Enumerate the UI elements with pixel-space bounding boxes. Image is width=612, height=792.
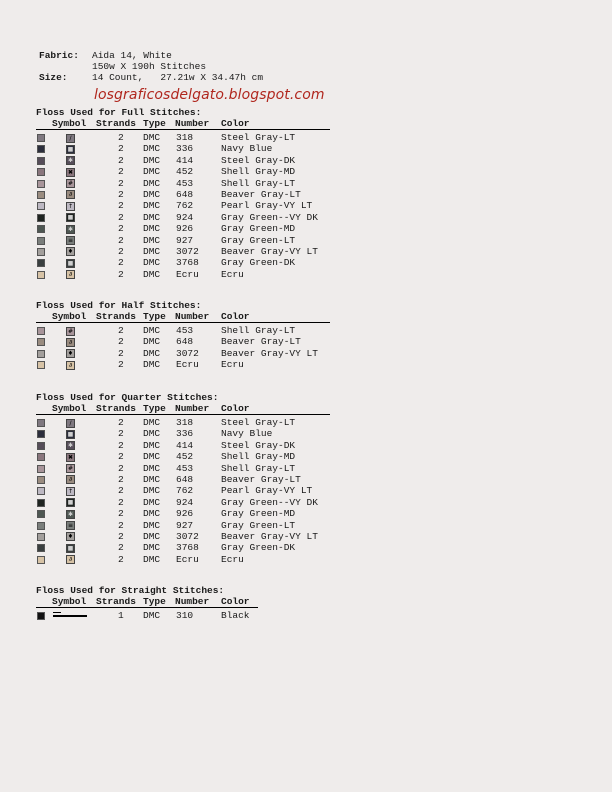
type-value: DMC bbox=[143, 166, 161, 178]
color-swatch bbox=[37, 214, 45, 222]
type-value: DMC bbox=[143, 553, 161, 565]
floss-row bbox=[36, 178, 330, 189]
number-value: 762 bbox=[176, 485, 194, 497]
color-swatch bbox=[37, 248, 45, 256]
number-value: 3768 bbox=[176, 542, 199, 554]
strands-value: 2 bbox=[118, 166, 124, 178]
strands-value: 2 bbox=[118, 234, 124, 246]
color-swatch bbox=[37, 476, 45, 484]
number-value: 3072 bbox=[176, 347, 199, 359]
type-value: DMC bbox=[143, 177, 161, 189]
number-value: 648 bbox=[176, 336, 194, 348]
number-value: 924 bbox=[176, 211, 194, 223]
number-value: 3072 bbox=[176, 530, 199, 542]
color-name: Shell Gray-LT bbox=[221, 462, 296, 474]
color-swatch bbox=[37, 157, 45, 165]
stitch-count-value: 150w X 190h Stitches bbox=[92, 61, 207, 72]
col-strands: Strands bbox=[96, 403, 136, 414]
number-value: 927 bbox=[176, 519, 194, 531]
strands-value: 2 bbox=[118, 451, 124, 463]
number-value: 927 bbox=[176, 234, 194, 246]
color-swatch bbox=[37, 453, 45, 461]
color-swatch bbox=[37, 533, 45, 541]
strands-value: 2 bbox=[118, 473, 124, 485]
column-header-row bbox=[36, 596, 258, 607]
number-value: 3768 bbox=[176, 257, 199, 269]
color-name: Gray Green-LT bbox=[221, 234, 296, 246]
col-symbol: Symbol bbox=[52, 596, 87, 607]
strands-value: 2 bbox=[118, 132, 124, 143]
col-color: Color bbox=[221, 403, 250, 414]
type-value: DMC bbox=[143, 485, 161, 497]
color-swatch bbox=[37, 191, 45, 199]
stitch-symbol-icon: ✖ bbox=[67, 453, 74, 461]
stitch-symbol-icon: ∂ bbox=[66, 338, 75, 347]
floss-row bbox=[36, 348, 330, 359]
number-value: 318 bbox=[176, 132, 194, 143]
header-rule bbox=[36, 607, 258, 608]
floss-row bbox=[36, 359, 330, 370]
color-name: Black bbox=[221, 610, 250, 621]
col-type: Type bbox=[143, 403, 166, 414]
color-swatch bbox=[37, 350, 45, 358]
floss-rows bbox=[36, 132, 330, 280]
color-swatch bbox=[37, 271, 45, 279]
color-swatch bbox=[37, 522, 45, 530]
color-swatch bbox=[37, 612, 45, 620]
strands-value: 2 bbox=[118, 188, 124, 200]
number-value: 414 bbox=[176, 439, 194, 451]
type-value: DMC bbox=[143, 257, 161, 269]
header-rule bbox=[36, 129, 330, 130]
stitch-symbol-icon: ∂ bbox=[66, 361, 75, 370]
straight-stitches-section bbox=[36, 585, 258, 621]
stitch-symbol-icon: ■ bbox=[67, 145, 74, 153]
color-swatch bbox=[37, 556, 45, 564]
number-value: 336 bbox=[176, 143, 194, 155]
strands-value: 2 bbox=[118, 496, 124, 508]
color-name: Shell Gray-LT bbox=[221, 177, 296, 189]
section-title: Floss Used for Quarter Stitches: bbox=[36, 392, 219, 403]
floss-row bbox=[36, 554, 330, 565]
type-value: DMC bbox=[143, 336, 161, 348]
number-value: 452 bbox=[176, 166, 194, 178]
stitch-symbol-icon: ≡ bbox=[67, 237, 74, 245]
color-name: Steel Gray-DK bbox=[221, 439, 296, 451]
type-value: DMC bbox=[143, 347, 161, 359]
color-name: Beaver Gray-VY LT bbox=[221, 530, 318, 542]
color-name: Pearl Gray-VY LT bbox=[221, 485, 313, 497]
type-value: DMC bbox=[143, 359, 161, 371]
size-value: 14 Count, 27.21w X 34.47h cm bbox=[92, 72, 264, 83]
stitch-symbol-icon: ■ bbox=[67, 214, 74, 222]
floss-row bbox=[36, 531, 330, 542]
stitch-symbol-icon: ∂ bbox=[66, 270, 75, 279]
color-swatch bbox=[37, 499, 45, 507]
stitch-symbol-icon: # bbox=[67, 180, 74, 188]
color-swatch bbox=[37, 225, 45, 233]
color-name: Gray Green-MD bbox=[221, 223, 296, 235]
column-header-row bbox=[36, 403, 330, 414]
strands-value: 2 bbox=[118, 542, 124, 554]
floss-row bbox=[36, 223, 330, 234]
strands-value: 2 bbox=[118, 268, 124, 280]
stitch-symbol-icon: ∂ bbox=[66, 475, 75, 484]
stitch-symbol-icon: ■ bbox=[67, 544, 74, 552]
floss-row bbox=[36, 132, 330, 143]
color-name: Beaver Gray-LT bbox=[221, 336, 301, 348]
color-swatch bbox=[37, 145, 45, 153]
fabric-label: Fabric: bbox=[39, 50, 79, 61]
floss-row bbox=[36, 428, 330, 439]
floss-row bbox=[36, 325, 330, 336]
color-name: Ecru bbox=[221, 268, 244, 280]
floss-row bbox=[36, 189, 330, 200]
strands-value: 2 bbox=[118, 200, 124, 212]
floss-row bbox=[36, 257, 330, 268]
type-value: DMC bbox=[143, 428, 161, 440]
floss-row bbox=[36, 508, 330, 519]
color-name: Gray Green--VY DK bbox=[221, 496, 318, 508]
color-name: Steel Gray-LT bbox=[221, 132, 296, 143]
strands-value: 2 bbox=[118, 245, 124, 257]
type-value: DMC bbox=[143, 542, 161, 554]
type-value: DMC bbox=[143, 530, 161, 542]
color-name: Beaver Gray-VY LT bbox=[221, 347, 318, 359]
stitch-symbol-icon: ■ bbox=[67, 430, 74, 438]
color-swatch bbox=[37, 361, 45, 369]
color-swatch bbox=[37, 465, 45, 473]
strands-value: 1 bbox=[118, 610, 124, 621]
type-value: DMC bbox=[143, 200, 161, 212]
color-name: Navy Blue bbox=[221, 143, 273, 155]
straight-stitch-line-icon bbox=[53, 612, 61, 613]
stitch-symbol-icon: ♦ bbox=[67, 533, 74, 541]
stitch-symbol-icon: ✱ bbox=[67, 225, 74, 233]
color-name: Ecru bbox=[221, 553, 244, 565]
floss-row bbox=[36, 520, 330, 531]
type-value: DMC bbox=[143, 462, 161, 474]
col-color: Color bbox=[221, 596, 250, 607]
color-swatch bbox=[37, 327, 45, 335]
color-swatch bbox=[37, 180, 45, 188]
column-header-row bbox=[36, 311, 330, 322]
col-strands: Strands bbox=[96, 596, 136, 607]
color-swatch bbox=[37, 237, 45, 245]
col-number: Number bbox=[175, 403, 210, 414]
type-value: DMC bbox=[143, 451, 161, 463]
stitch-symbol-icon: ∂ bbox=[66, 555, 75, 564]
number-value: 453 bbox=[176, 325, 194, 336]
col-symbol: Symbol bbox=[52, 311, 87, 322]
color-name: Navy Blue bbox=[221, 428, 273, 440]
strands-value: 2 bbox=[118, 439, 124, 451]
number-value: 310 bbox=[176, 610, 194, 621]
strands-value: 2 bbox=[118, 359, 124, 371]
strands-value: 2 bbox=[118, 325, 124, 336]
color-swatch bbox=[37, 168, 45, 176]
color-name: Shell Gray-MD bbox=[221, 451, 296, 463]
floss-row bbox=[36, 440, 330, 451]
header-rule bbox=[36, 414, 330, 415]
color-swatch bbox=[37, 510, 45, 518]
color-swatch bbox=[37, 419, 45, 427]
stitch-symbol-icon: ∕ bbox=[66, 134, 75, 143]
number-value: 926 bbox=[176, 508, 194, 520]
color-name: Beaver Gray-LT bbox=[221, 188, 301, 200]
color-name: Beaver Gray-LT bbox=[221, 473, 301, 485]
col-color: Color bbox=[221, 311, 250, 322]
straight-stitch-line-icon bbox=[53, 615, 87, 617]
col-type: Type bbox=[143, 596, 166, 607]
type-value: DMC bbox=[143, 508, 161, 520]
stitch-symbol-icon: ■ bbox=[67, 259, 74, 267]
stitch-symbol-icon: ✱ bbox=[67, 157, 74, 165]
strands-value: 2 bbox=[118, 462, 124, 474]
stitch-symbol-icon: ✱ bbox=[67, 442, 74, 450]
number-value: Ecru bbox=[176, 359, 199, 371]
stitch-symbol-icon: ≡ bbox=[67, 522, 74, 530]
col-symbol: Symbol bbox=[52, 118, 87, 129]
strands-value: 2 bbox=[118, 347, 124, 359]
type-value: DMC bbox=[143, 439, 161, 451]
number-value: 414 bbox=[176, 154, 194, 166]
type-value: DMC bbox=[143, 268, 161, 280]
number-value: Ecru bbox=[176, 553, 199, 565]
floss-row bbox=[36, 235, 330, 246]
number-value: 336 bbox=[176, 428, 194, 440]
floss-row bbox=[36, 485, 330, 496]
type-value: DMC bbox=[143, 223, 161, 235]
col-number: Number bbox=[175, 311, 210, 322]
floss-row bbox=[36, 143, 330, 154]
floss-row bbox=[36, 246, 330, 257]
type-value: DMC bbox=[143, 211, 161, 223]
stitch-symbol-icon: ∂ bbox=[66, 190, 75, 199]
strands-value: 2 bbox=[118, 177, 124, 189]
column-header-row bbox=[36, 118, 330, 129]
number-value: 648 bbox=[176, 188, 194, 200]
strands-value: 2 bbox=[118, 336, 124, 348]
floss-row bbox=[36, 497, 330, 508]
color-swatch bbox=[37, 442, 45, 450]
color-swatch bbox=[37, 487, 45, 495]
strands-value: 2 bbox=[118, 154, 124, 166]
type-value: DMC bbox=[143, 519, 161, 531]
number-value: 926 bbox=[176, 223, 194, 235]
header-rule bbox=[36, 322, 330, 323]
type-value: DMC bbox=[143, 417, 161, 428]
type-value: DMC bbox=[143, 143, 161, 155]
col-number: Number bbox=[175, 118, 210, 129]
stitch-symbol-icon: ✖ bbox=[67, 168, 74, 176]
color-name: Gray Green-MD bbox=[221, 508, 296, 520]
strands-value: 2 bbox=[118, 211, 124, 223]
floss-row bbox=[36, 200, 330, 211]
stitch-symbol-icon: ♦ bbox=[67, 350, 74, 358]
size-label: Size: bbox=[39, 72, 68, 83]
floss-row bbox=[36, 269, 330, 280]
floss-row bbox=[36, 336, 330, 347]
color-name: Gray Green-DK bbox=[221, 257, 296, 269]
color-name: Shell Gray-MD bbox=[221, 166, 296, 178]
quarter-stitches-section bbox=[36, 392, 330, 565]
floss-rows bbox=[36, 610, 258, 621]
number-value: 648 bbox=[176, 473, 194, 485]
strands-value: 2 bbox=[118, 417, 124, 428]
stitch-symbol-icon: ↑ bbox=[67, 487, 74, 495]
floss-row bbox=[36, 463, 330, 474]
color-swatch bbox=[37, 544, 45, 552]
color-swatch bbox=[37, 430, 45, 438]
fabric-value: Aida 14, White bbox=[92, 50, 172, 61]
col-color: Color bbox=[221, 118, 250, 129]
floss-rows bbox=[36, 417, 330, 565]
color-name: Gray Green-DK bbox=[221, 542, 296, 554]
full-stitches-section bbox=[36, 107, 330, 280]
floss-row bbox=[36, 542, 330, 553]
section-title: Floss Used for Half Stitches: bbox=[36, 300, 202, 311]
type-value: DMC bbox=[143, 132, 161, 143]
color-swatch bbox=[37, 202, 45, 210]
section-title: Floss Used for Straight Stitches: bbox=[36, 585, 225, 596]
color-swatch bbox=[37, 338, 45, 346]
floss-row bbox=[36, 474, 330, 485]
floss-row bbox=[36, 155, 330, 166]
col-symbol: Symbol bbox=[52, 403, 87, 414]
strands-value: 2 bbox=[118, 223, 124, 235]
strands-value: 2 bbox=[118, 553, 124, 565]
floss-row bbox=[36, 417, 330, 428]
floss-rows bbox=[36, 325, 330, 371]
number-value: 3072 bbox=[176, 245, 199, 257]
type-value: DMC bbox=[143, 245, 161, 257]
type-value: DMC bbox=[143, 154, 161, 166]
strands-value: 2 bbox=[118, 485, 124, 497]
color-name: Beaver Gray-VY LT bbox=[221, 245, 318, 257]
col-number: Number bbox=[175, 596, 210, 607]
color-name: Steel Gray-LT bbox=[221, 417, 296, 428]
strands-value: 2 bbox=[118, 508, 124, 520]
color-name: Steel Gray-DK bbox=[221, 154, 296, 166]
color-name: Gray Green--VY DK bbox=[221, 211, 318, 223]
stitch-symbol-icon: # bbox=[67, 465, 74, 473]
strands-value: 2 bbox=[118, 143, 124, 155]
strands-value: 2 bbox=[118, 530, 124, 542]
stitch-symbol-icon: ■ bbox=[67, 499, 74, 507]
color-swatch bbox=[37, 134, 45, 142]
col-type: Type bbox=[143, 118, 166, 129]
stitch-symbol-icon: ✱ bbox=[67, 510, 74, 518]
number-value: 453 bbox=[176, 177, 194, 189]
stitch-symbol-icon: ♦ bbox=[67, 248, 74, 256]
number-value: 452 bbox=[176, 451, 194, 463]
col-type: Type bbox=[143, 311, 166, 322]
type-value: DMC bbox=[143, 325, 161, 336]
blog-watermark: losgraficosdelgato.blogspot.com bbox=[94, 87, 325, 103]
type-value: DMC bbox=[143, 610, 161, 621]
floss-row bbox=[36, 166, 330, 177]
type-value: DMC bbox=[143, 234, 161, 246]
floss-row bbox=[36, 610, 258, 621]
col-strands: Strands bbox=[96, 311, 136, 322]
strands-value: 2 bbox=[118, 428, 124, 440]
color-name: Pearl Gray-VY LT bbox=[221, 200, 313, 212]
color-name: Gray Green-LT bbox=[221, 519, 296, 531]
color-name: Ecru bbox=[221, 359, 244, 371]
type-value: DMC bbox=[143, 473, 161, 485]
number-value: 453 bbox=[176, 462, 194, 474]
stitch-symbol-icon: ↑ bbox=[67, 202, 74, 210]
stitch-symbol-icon: # bbox=[67, 327, 74, 335]
number-value: 318 bbox=[176, 417, 194, 428]
type-value: DMC bbox=[143, 188, 161, 200]
floss-row bbox=[36, 212, 330, 223]
number-value: 924 bbox=[176, 496, 194, 508]
section-title: Floss Used for Full Stitches: bbox=[36, 107, 202, 118]
number-value: 762 bbox=[176, 200, 194, 212]
type-value: DMC bbox=[143, 496, 161, 508]
strands-value: 2 bbox=[118, 519, 124, 531]
col-strands: Strands bbox=[96, 118, 136, 129]
color-swatch bbox=[37, 259, 45, 267]
number-value: Ecru bbox=[176, 268, 199, 280]
strands-value: 2 bbox=[118, 257, 124, 269]
half-stitches-section bbox=[36, 300, 330, 371]
floss-row bbox=[36, 451, 330, 462]
stitch-symbol-icon: ∕ bbox=[66, 419, 75, 428]
color-name: Shell Gray-LT bbox=[221, 325, 296, 336]
